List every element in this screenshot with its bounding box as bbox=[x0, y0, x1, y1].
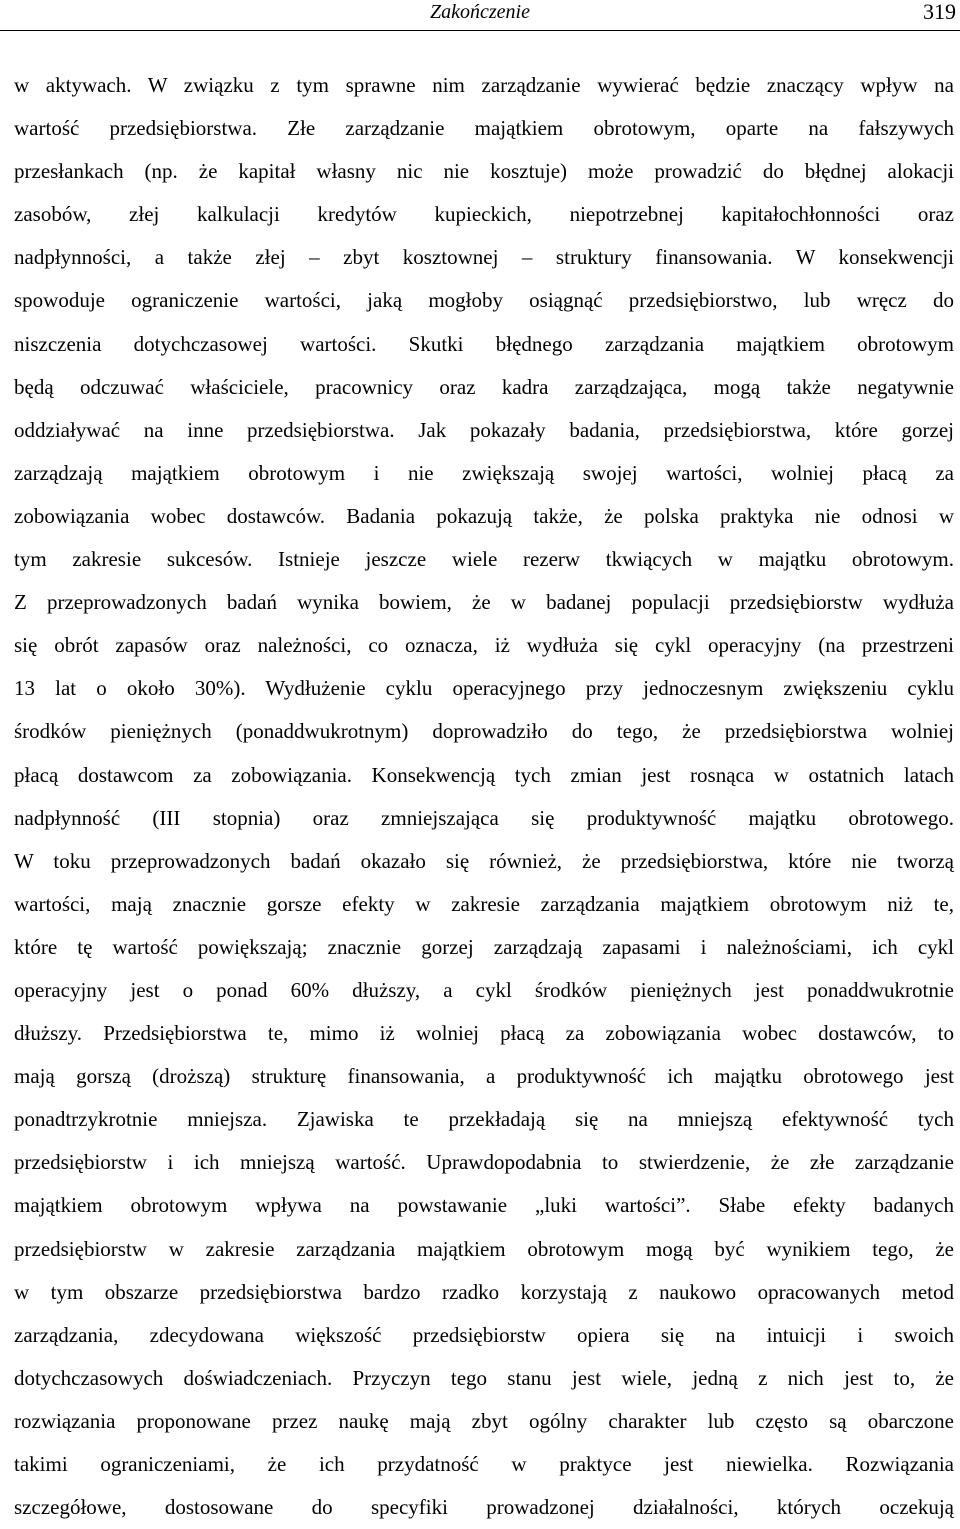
text-line: przesłankach (np. że kapitał własny nic nie kosztuje) może prowadzić do błędnej alokacji bbox=[14, 159, 954, 184]
text-line: takimi ograniczeniami, że ich przydatność w praktyce jest niewielka. Rozwiązania bbox=[14, 1452, 954, 1476]
text-line: zobowiązania wobec dostawców. Badania pokazują także, że polska praktyka nie odnosi w bbox=[14, 503, 954, 528]
text-line: tym zakresie sukcesów. Istnieje jeszcze wiele rezerw tkwiących w majątku obrotowym. bbox=[14, 547, 954, 572]
text-line: zarządzania, zdecydowana większość przedsiębiorstw opiera się na intuicji i swoich bbox=[14, 1322, 954, 1347]
text-line: mają gorszą (droższą) strukturę finansowania, a produktywność ich majątku obrotowego jest bbox=[14, 1064, 954, 1089]
text-line: nadpłynność (III stopnia) oraz zmniejszająca się produktywność majątku obrotowego. bbox=[14, 805, 954, 830]
text-line: oddziaływać na inne przedsiębiorstwa. Jak pokazały badania, przedsiębiorstwa, które gorzej bbox=[14, 417, 954, 442]
text-line: zarządzają majątkiem obrotowym i nie zwiększają swojej wartości, wolniej płacą za bbox=[14, 460, 954, 485]
text-line: Z przeprowadzonych badań wynika bowiem, że w badanej populacji przedsiębiorstw wydłuża bbox=[14, 590, 954, 615]
text-line: ponadtrzykrotnie mniejsza. Zjawiska te przekładają się na mniejszą efektywność tych bbox=[14, 1107, 954, 1132]
page-number: 319 bbox=[923, 0, 956, 24]
chapter-title: Zakończenie bbox=[430, 1, 530, 23]
text-line: w aktywach. W związku z tym sprawne nim zarządzanie wywierać będzie znaczący wpływ na bbox=[14, 73, 954, 97]
text-line: zasobów, złej kalkulacji kredytów kupieckich, niepotrzebnej kapitałochłonności oraz bbox=[14, 202, 954, 227]
text-line: środków pieniężnych (ponaddwukrotnym) doprowadziło do tego, że przedsiębiorstwa wolniej bbox=[14, 719, 954, 744]
text-line: niszczenia dotychczasowej wartości. Skutki błędnego zarządzania majątkiem obrotowym bbox=[14, 331, 954, 356]
text-line: spowoduje ograniczenie wartości, jaką mogłoby osiągnąć przedsiębiorstwo, lub wręcz do bbox=[14, 288, 954, 313]
text-line: przedsiębiorstw i ich mniejszą wartość. Uprawdopodabnia to stwierdzenie, że złe zarządzanie bbox=[14, 1150, 954, 1175]
text-line: wartość przedsiębiorstwa. Złe zarządzanie majątkiem obrotowym, oparte na fałszywych bbox=[14, 116, 954, 141]
text-line: dotychczasowych doświadczeniach. Przyczyn tego stanu jest wiele, jedną z nich jest to, że bbox=[14, 1365, 954, 1390]
text-line: 13 lat o około 30%). Wydłużenie cyklu operacyjnego przy jednoczesnym zwiększeniu cyklu bbox=[14, 676, 954, 701]
text-line: płacą dostawcom za zobowiązania. Konsekwencją tych zmian jest rosnąca w ostatnich latach bbox=[14, 762, 954, 787]
running-header bbox=[0, 0, 960, 31]
text-line: rozwiązania proponowane przez naukę mają zbyt ogólny charakter lub często są obarczone bbox=[14, 1408, 954, 1433]
text-line: szczegółowe, dostosowane do specyfiki prowadzonej działalności, których oczekują bbox=[14, 1495, 954, 1520]
body-text bbox=[14, 64, 954, 1529]
text-line: wartości, mają znacznie gorsze efekty w zakresie zarządzania majątkiem obrotowym niż te, bbox=[14, 891, 954, 916]
text-line: operacyjny jest o ponad 60% dłuższy, a cykl środków pieniężnych jest ponaddwukrotnie bbox=[14, 977, 954, 1002]
text-line: przedsiębiorstw w zakresie zarządzania majątkiem obrotowym mogą być wynikiem tego, że bbox=[14, 1236, 954, 1261]
text-line: które tę wartość powiększają; znacznie gorzej zarządzają zapasami i należnościami, ich cykl bbox=[14, 934, 954, 959]
text-line: dłuższy. Przedsiębiorstwa te, mimo iż wolniej płacą za zobowiązania wobec dostawców, to bbox=[14, 1021, 954, 1046]
text-line: majątkiem obrotowym wpływa na powstawanie „luki wartości”. Słabe efekty badanych bbox=[14, 1193, 954, 1218]
text-line: się obrót zapasów oraz należności, co oznacza, iż wydłuża się cykl operacyjny (na przestrzeni bbox=[14, 633, 954, 658]
text-line: będą odczuwać właściciele, pracownicy oraz kadra zarządzająca, mogą także negatywnie bbox=[14, 374, 954, 399]
text-line: W toku przeprowadzonych badań okazało się również, że przedsiębiorstwa, które nie tworzą bbox=[14, 848, 954, 873]
text-line: nadpłynności, a także złej – zbyt kosztownej – struktury finansowania. W konsekwencji bbox=[14, 245, 954, 270]
text-line: w tym obszarze przedsiębiorstwa bardzo rzadko korzystają z naukowo opracowanych metod bbox=[14, 1279, 954, 1304]
